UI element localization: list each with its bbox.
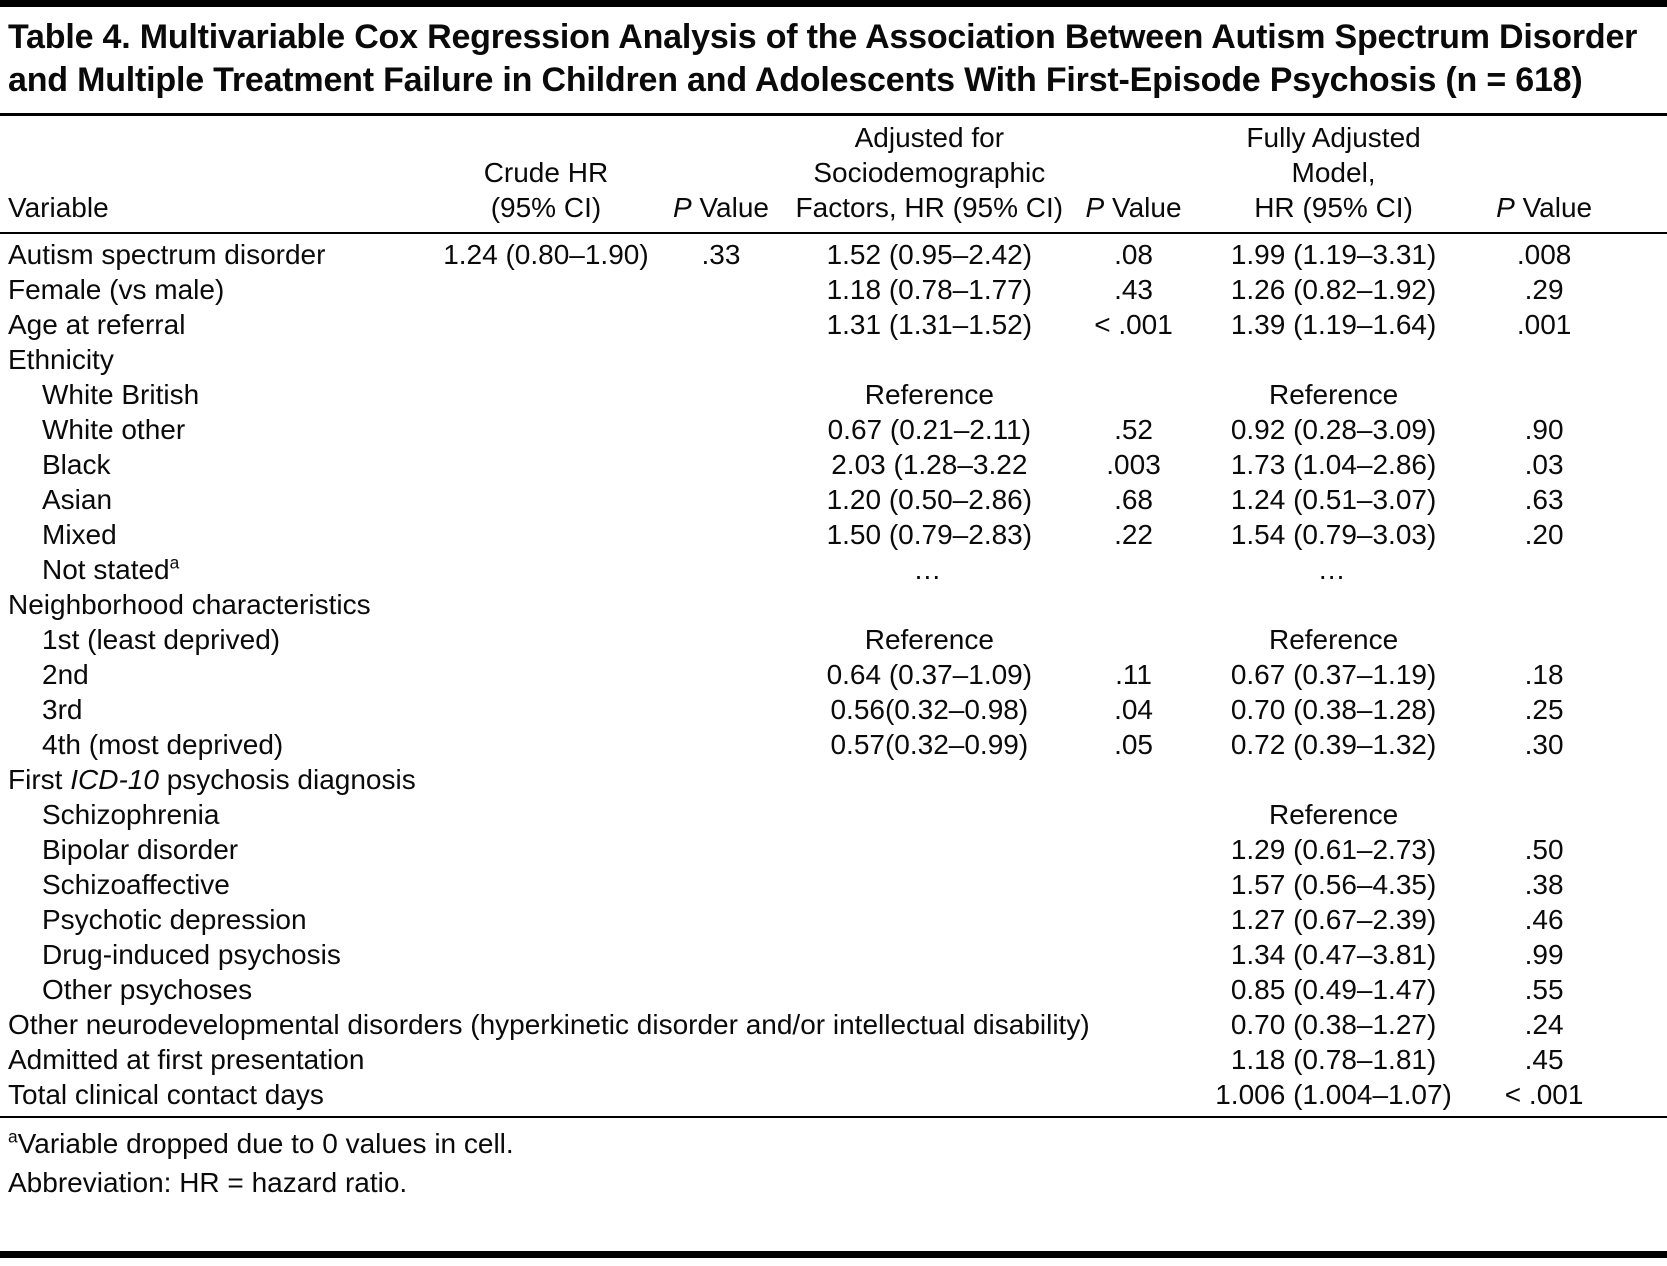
cell-p1	[658, 552, 783, 587]
cell-p1	[658, 867, 783, 902]
cell-adjusted: 1.31 (1.31–1.52)	[826, 308, 1033, 340]
cell-p2: .003	[1106, 448, 1161, 480]
cell-p3: .30	[1524, 728, 1564, 760]
cell-p1	[658, 657, 783, 692]
cell-p3: .20	[1524, 518, 1564, 550]
cell-p2	[1075, 972, 1192, 1007]
cell-fully: Reference	[1268, 798, 1399, 830]
cell-p1	[658, 797, 783, 832]
cell-crude	[433, 1042, 658, 1077]
cell-p2: .52	[1114, 413, 1153, 445]
cell-fully: 1.57 (0.56–4.35)	[1230, 868, 1437, 900]
cell-p1	[658, 272, 783, 307]
cell-adjusted	[783, 937, 1075, 972]
cell-variable: Psychotic depression	[42, 903, 307, 935]
header-line: HR (95% CI)	[1254, 191, 1413, 223]
cell-variable: White other	[42, 413, 186, 445]
cell-variable: Black	[42, 448, 111, 480]
header-line: Value	[699, 191, 769, 223]
cell-p2	[1075, 377, 1192, 412]
cell-p2: .68	[1114, 483, 1153, 515]
cell-crude	[433, 622, 658, 657]
header-line: (95% CI)	[490, 191, 602, 223]
cell-p2	[1075, 342, 1192, 377]
cell-adjusted	[783, 342, 1075, 377]
header-line: Model,	[1291, 156, 1376, 188]
cell-p2: .05	[1114, 728, 1153, 760]
footnote-abbreviation	[8, 1163, 1657, 1202]
cell-p3: .90	[1524, 413, 1564, 445]
column-headers	[0, 116, 1667, 233]
cell-p1	[658, 447, 783, 482]
cell-p1	[658, 1042, 783, 1077]
cell-adjusted	[783, 972, 1075, 1007]
cell-fully: 1.34 (0.47–3.81)	[1230, 938, 1437, 970]
cell-variable: Autism spectrum disorder	[8, 238, 326, 270]
cell-p2	[1075, 552, 1192, 587]
table-row	[0, 867, 1667, 902]
header-line: Adjusted for	[854, 121, 1005, 153]
cell-adjusted: …	[913, 553, 946, 585]
cell-crude	[433, 867, 658, 902]
title-line-2: and Multiple Treatment Failure in Children and Adolescents With First-Episode Psychosis (n = 618)	[8, 60, 1583, 99]
cell-crude	[433, 797, 658, 832]
cell-p3: .45	[1524, 1043, 1564, 1075]
top-border-rule	[0, 0, 1667, 7]
header-line: Factors, HR (95% CI)	[795, 191, 1064, 223]
cell-fully: 0.67 (0.37–1.19)	[1230, 658, 1437, 690]
cell-p1	[658, 1077, 783, 1117]
cell-variable: Total clinical contact days	[0, 1077, 433, 1117]
cell-crude	[433, 692, 658, 727]
footnote-marker: a	[8, 1126, 18, 1147]
bottom-border-rule	[0, 1251, 1667, 1258]
cell-fully: 1.73 (1.04–2.86)	[1230, 448, 1437, 480]
cell-p2	[1075, 832, 1192, 867]
header-line: Crude HR	[483, 156, 609, 188]
table-row	[0, 307, 1667, 342]
footnote-text: Abbreviation: HR = hazard ratio.	[8, 1166, 408, 1198]
cell-crude	[433, 972, 658, 1007]
cell-p3: .24	[1524, 1008, 1564, 1040]
cell-crude: 1.24 (0.80–1.90)	[443, 238, 649, 270]
cell-variable: 4th (most deprived)	[42, 728, 284, 760]
table-row	[0, 657, 1667, 692]
cell-variable	[0, 552, 433, 587]
table-title	[0, 7, 1667, 113]
cell-adjusted	[783, 902, 1075, 937]
cell-p1	[658, 692, 783, 727]
cell-p3	[1475, 587, 1667, 622]
cell-fully: 1.29 (0.61–2.73)	[1230, 833, 1437, 865]
cell-adjusted	[783, 587, 1075, 622]
header-row	[0, 116, 1667, 233]
cell-p3: .03	[1524, 448, 1564, 480]
cell-crude	[433, 552, 658, 587]
table-row	[0, 377, 1667, 412]
col-header-adjusted-sociodemographic	[783, 116, 1075, 233]
cell-adjusted: 1.52 (0.95–2.42)	[826, 238, 1033, 270]
cell-p3	[1475, 377, 1667, 412]
bottom-spacer	[0, 1204, 1667, 1251]
cell-p3: .63	[1524, 483, 1564, 515]
superscript-marker: a	[169, 552, 180, 573]
cell-p3	[1475, 622, 1667, 657]
cell-crude	[433, 832, 658, 867]
cell-crude	[433, 762, 658, 797]
table-row	[0, 832, 1667, 867]
cell-adjusted	[783, 867, 1075, 902]
cell-p3: .001	[1516, 308, 1572, 340]
cell-p2: .11	[1115, 658, 1152, 690]
cell-crude	[433, 727, 658, 762]
table-row	[0, 233, 1667, 272]
cell-crude	[433, 342, 658, 377]
cell-p1	[658, 342, 783, 377]
cell-p3	[1475, 797, 1667, 832]
footnote-a	[8, 1124, 1657, 1163]
cell-crude	[433, 902, 658, 937]
header-line: Fully Adjusted	[1246, 121, 1421, 153]
col-header-variable: Variable	[0, 116, 433, 233]
cell-variable: 2nd	[42, 658, 89, 690]
cell-adjusted: 2.03 (1.28–3.22	[831, 448, 1028, 480]
cell-adjusted: 1.18 (0.78–1.77)	[826, 273, 1033, 305]
cell-p2: < .001	[1094, 308, 1173, 340]
cell-variable: Drug-induced psychosis	[42, 938, 341, 970]
cell-crude	[433, 447, 658, 482]
cell-p2	[1075, 1077, 1192, 1117]
cell-p3	[1475, 552, 1667, 587]
table-row	[0, 552, 1667, 587]
col-header-crude-hr	[433, 116, 658, 233]
cell-fully	[1192, 342, 1475, 377]
table-row	[0, 762, 1667, 797]
col-header-p-value-3	[1475, 116, 1667, 233]
cell-fully: 1.27 (0.67–2.39)	[1230, 903, 1437, 935]
p-italic: P	[1496, 191, 1515, 223]
table-row	[0, 1007, 1667, 1042]
cell-crude	[433, 937, 658, 972]
table-row	[0, 587, 1667, 622]
cell-p3: .18	[1524, 658, 1564, 690]
cell-crude	[433, 307, 658, 342]
cell-crude	[433, 482, 658, 517]
cell-fully: Reference	[1268, 378, 1399, 410]
text-part: Not stated	[42, 553, 170, 585]
cell-variable: 3rd	[42, 693, 83, 725]
cell-variable: Age at referral	[8, 308, 186, 340]
text-part: First	[8, 763, 71, 795]
table-row	[0, 482, 1667, 517]
cell-fully: 0.92 (0.28–3.09)	[1230, 413, 1437, 445]
cell-crude	[433, 517, 658, 552]
table-row	[0, 1042, 1667, 1077]
table-row	[0, 727, 1667, 762]
cell-p1	[658, 307, 783, 342]
cell-variable: White British	[42, 378, 200, 410]
cell-fully: 1.18 (0.78–1.81)	[1230, 1043, 1437, 1075]
cell-variable: Ethnicity	[8, 343, 114, 375]
cell-adjusted	[783, 832, 1075, 867]
cell-fully: 1.006 (1.004–1.07)	[1192, 1077, 1475, 1117]
cell-p3: .55	[1524, 973, 1564, 1005]
italic-text: ICD-10	[70, 763, 159, 795]
cell-p2: .22	[1114, 518, 1153, 550]
cell-adjusted: 0.67 (0.21–2.11)	[827, 413, 1032, 445]
table-row	[0, 937, 1667, 972]
cell-adjusted: Reference	[864, 623, 994, 655]
cell-p3: .99	[1524, 938, 1564, 970]
cell-p1	[658, 622, 783, 657]
cell-fully: …	[1317, 553, 1350, 585]
cell-p1: .33	[701, 238, 741, 270]
cell-variable: 1st (least deprived)	[42, 623, 281, 655]
cell-fully: Reference	[1268, 623, 1399, 655]
cell-crude	[433, 1077, 658, 1117]
cell-p1	[658, 937, 783, 972]
cell-fully: 1.99 (1.19–3.31)	[1230, 238, 1437, 270]
cell-p3: .29	[1524, 273, 1564, 305]
cell-p3: .46	[1524, 903, 1564, 935]
cell-crude	[433, 587, 658, 622]
cell-adjusted: Reference	[864, 378, 994, 410]
cell-fully: 0.70 (0.38–1.27)	[1230, 1008, 1437, 1040]
table-row	[0, 1077, 1667, 1117]
table-row	[0, 797, 1667, 832]
table-body	[0, 233, 1667, 1117]
header-line: Value	[1111, 191, 1182, 223]
cell-p3: .38	[1524, 868, 1564, 900]
cell-p2	[1075, 587, 1192, 622]
cell-variable: Asian	[42, 483, 113, 515]
cell-variable: Schizophrenia	[42, 798, 220, 830]
cell-p3: .008	[1516, 238, 1572, 270]
cell-p3	[1475, 762, 1667, 797]
cell-p2	[1075, 797, 1192, 832]
cell-p2: .08	[1114, 238, 1153, 270]
cell-fully: 1.54 (0.79–3.03)	[1230, 518, 1437, 550]
cell-crude	[433, 412, 658, 447]
cell-fully: 1.24 (0.51–3.07)	[1230, 483, 1437, 515]
cell-adjusted: 0.57(0.32–0.99)	[830, 728, 1029, 760]
footnotes	[0, 1118, 1667, 1204]
cell-p2	[1075, 937, 1192, 972]
header-line: Sociodemographic	[813, 156, 1046, 188]
table-row	[0, 342, 1667, 377]
cell-p1	[658, 517, 783, 552]
cell-adjusted: 0.64 (0.37–1.09)	[826, 658, 1033, 690]
cell-variable: Schizoaffective	[42, 868, 230, 900]
cell-variable: Other neurodevelopmental disorders (hyperkinetic disorder and/or intellectual disability)	[8, 1008, 1090, 1040]
table-row	[0, 272, 1667, 307]
cell-fully: 1.26 (0.82–1.92)	[1230, 273, 1437, 305]
cell-p2: .43	[1114, 273, 1153, 305]
cell-p2	[1075, 1042, 1192, 1077]
cell-p3: .50	[1524, 833, 1564, 865]
cell-crude	[433, 377, 658, 412]
p-italic: P	[1085, 191, 1105, 223]
cell-p2	[1075, 762, 1192, 797]
cell-variable: Neighborhood characteristics	[8, 588, 371, 620]
cell-fully	[1192, 762, 1475, 797]
cell-p1	[658, 377, 783, 412]
cell-p2	[1075, 867, 1192, 902]
cell-p2: .04	[1114, 693, 1153, 725]
cell-adjusted	[783, 797, 1075, 832]
cox-regression-table	[0, 116, 1667, 1118]
cell-fully: 1.39 (1.19–1.64)	[1230, 308, 1437, 340]
cell-p1	[658, 902, 783, 937]
col-header-p-value-1	[658, 116, 783, 233]
table-row	[0, 692, 1667, 727]
cell-fully: 0.72 (0.39–1.32)	[1230, 728, 1437, 760]
cell-adjusted: 1.50 (0.79–2.83)	[826, 518, 1033, 550]
col-header-p-value-2	[1075, 116, 1192, 233]
cell-adjusted: 0.56(0.32–0.98)	[830, 693, 1029, 725]
footnote-text: Variable dropped due to 0 values in cell.	[17, 1127, 514, 1159]
table-row	[0, 902, 1667, 937]
cell-p1	[658, 482, 783, 517]
cell-variable: Female (vs male)	[8, 273, 225, 305]
cell-p1	[658, 727, 783, 762]
p-italic: P	[672, 191, 692, 223]
cell-p2	[1075, 902, 1192, 937]
title-line-1: Table 4. Multivariable Cox Regression Analysis of the Association Between Autism Spectrum Disorder	[8, 18, 1638, 56]
cell-p3: .25	[1524, 693, 1564, 725]
cell-crude	[433, 272, 658, 307]
table-row	[0, 622, 1667, 657]
header-line: Value	[1522, 191, 1593, 223]
cell-p1	[658, 762, 783, 797]
cell-fully: 0.70 (0.38–1.28)	[1230, 693, 1437, 725]
cell-p1	[658, 972, 783, 1007]
cell-p1	[658, 587, 783, 622]
cell-crude	[433, 657, 658, 692]
col-header-fully-adjusted-model	[1192, 116, 1475, 233]
cell-p1	[658, 832, 783, 867]
cell-variable	[0, 762, 433, 797]
cell-p1	[658, 412, 783, 447]
cell-variable: Other psychoses	[42, 973, 253, 1005]
table-row	[0, 972, 1667, 1007]
text-part: psychosis diagnosis	[158, 763, 416, 795]
table-row	[0, 517, 1667, 552]
cell-adjusted	[783, 1077, 1075, 1117]
cell-variable: Admitted at first presentation	[8, 1043, 365, 1075]
table-row	[0, 447, 1667, 482]
cell-p2	[1075, 622, 1192, 657]
cell-variable: Bipolar disorder	[42, 833, 239, 865]
cell-p3	[1475, 342, 1667, 377]
table-row	[0, 412, 1667, 447]
cell-variable: Mixed	[42, 518, 117, 550]
cell-adjusted	[783, 1042, 1075, 1077]
cell-p3: < .001	[1475, 1077, 1667, 1117]
cell-adjusted	[783, 762, 1075, 797]
cell-fully	[1192, 587, 1475, 622]
cell-fully: 0.85 (0.49–1.47)	[1230, 973, 1437, 1005]
cell-adjusted: 1.20 (0.50–2.86)	[826, 483, 1033, 515]
